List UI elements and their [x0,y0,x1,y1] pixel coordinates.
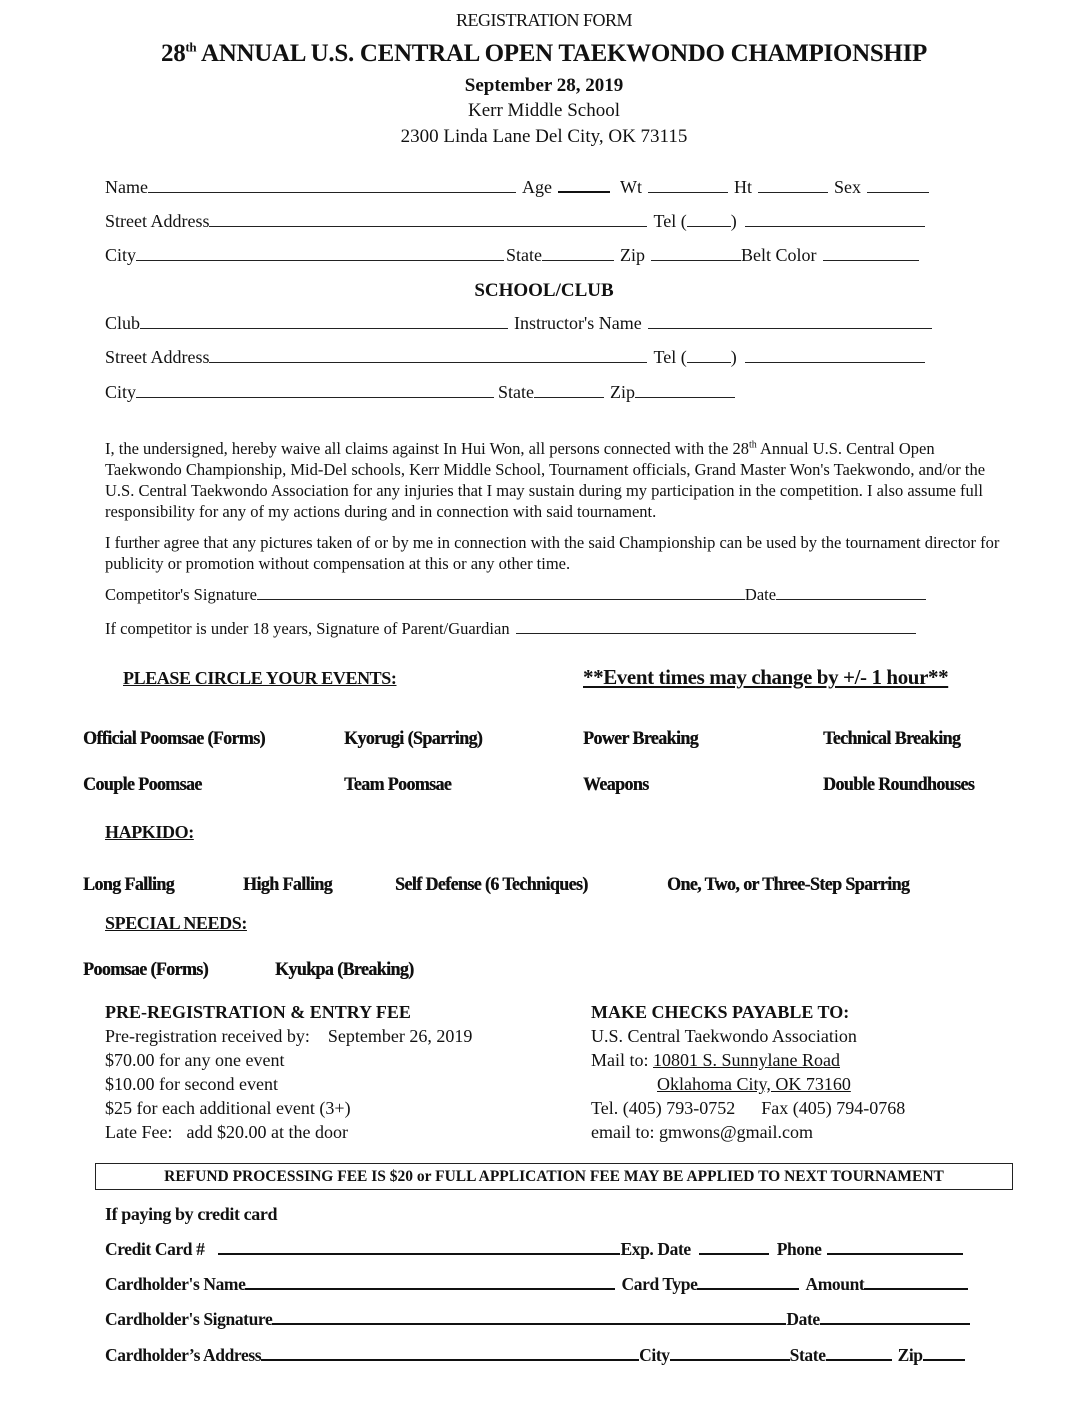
event-title [0,40,1088,68]
name-field[interactable] [148,178,516,193]
credit-row-2 [105,1274,968,1295]
name-label: Name [105,177,148,197]
school-state-label: State [498,382,535,402]
late-fee-value: add $20.00 at the door [186,1122,348,1142]
instructor-label: Instructor's Name [514,313,642,333]
club-label: Club [105,313,141,333]
payable-tel: Tel. (405) 793-0752 [591,1098,736,1118]
exp-date-field[interactable] [699,1239,769,1255]
cardholder-date-field[interactable] [820,1309,970,1325]
fees-heading: PRE-REGISTRATION & ENTRY FEE [105,1002,411,1022]
event-venue: Kerr Middle School [468,100,620,121]
cardholder-date-label: Date [786,1309,820,1329]
cardholder-signature-label: Cardholder's Signature [105,1309,273,1329]
phone-field[interactable] [827,1239,963,1255]
club-field[interactable] [140,314,508,329]
late-fee-label: Late Fee: [105,1122,173,1142]
state-field[interactable] [542,246,614,261]
cardholder-signature-field[interactable] [272,1309,786,1325]
event-team-poomsae[interactable]: Team Poomsae [344,774,452,795]
card-number-label: Credit Card # [105,1239,205,1259]
payable-block [591,1000,905,1144]
credit-row-4 [105,1345,965,1366]
event-title-sup: th [185,39,197,55]
refund-notice: REFUND PROCESSING FEE IS $20 or FULL APPLICATION FEE MAY BE APPLIED TO NEXT TOURNAMENT [95,1163,1013,1190]
signature-date-label: Date [744,585,777,604]
event-long-falling[interactable]: Long Falling [83,874,175,895]
credit-heading: If paying by credit card [105,1204,278,1224]
cardholder-name-field[interactable] [245,1274,615,1290]
event-high-falling[interactable]: High Falling [243,874,333,895]
event-official-poomsae[interactable]: Official Poomsae (Forms) [83,728,265,749]
card-number-field[interactable] [218,1239,620,1255]
signature-date-field[interactable] [776,585,926,600]
phone-line [591,1096,905,1120]
state-label: State [506,245,543,265]
event-special-poomsae[interactable]: Poomsae (Forms) [83,959,208,980]
event-power-breaking[interactable]: Power Breaking [583,728,698,749]
street-label: Street Address [105,211,210,231]
cardholder-zip-field[interactable] [923,1345,965,1361]
event-technical-breaking[interactable]: Technical Breaking [823,728,961,749]
waiver-sup: th [748,439,757,451]
competitor-signature-row [105,585,926,605]
sex-label: Sex [833,177,861,197]
guardian-signature-field[interactable] [516,619,916,634]
school-tel-label: Tel ( [653,347,687,367]
cardholder-state-field[interactable] [826,1345,892,1361]
tel-close: ) [730,211,737,231]
school-heading: SCHOOL/CLUB [474,280,614,301]
competitor-signature-label: Competitor's Signature [105,585,257,604]
card-type-label: Card Type [621,1274,698,1294]
belt-label: Belt Color [741,245,817,265]
event-address: 2300 Linda Lane Del City, OK 73115 [400,126,688,147]
city-label: City [105,245,137,265]
payable-fax: Fax (405) 794-0768 [761,1098,906,1118]
fee-line-3: $25 for each additional event (3+) [105,1098,351,1118]
cardholder-address-field[interactable] [261,1345,639,1361]
mail-line-2 [591,1072,905,1096]
school-tel-area-field[interactable] [687,348,731,363]
late-fee-line [105,1120,472,1144]
event-double-roundhouses[interactable]: Double Roundhouses [823,774,975,795]
event-special-kyukpa[interactable]: Kyukpa (Breaking) [275,959,414,980]
school-row-2 [105,347,925,368]
school-tel-close: ) [730,347,737,367]
fee-line-1: $70.00 for any one event [105,1050,285,1070]
event-title-ordinal: 28 [161,40,186,67]
form-title: REGISTRATION FORM [455,10,633,30]
payable-email: email to: gmwons@gmail.com [591,1122,814,1142]
school-row-1 [105,313,932,334]
fees-block [105,1000,472,1144]
mail-line-1 [591,1048,905,1072]
ht-field[interactable] [758,178,828,193]
event-self-defense[interactable]: Self Defense (6 Techniques) [395,874,588,895]
hapkido-heading: HAPKIDO: [105,822,194,842]
mail-address-1: 10801 S. Sunnylane Road [653,1050,840,1070]
event-title-rest: ANNUAL U.S. CENTRAL OPEN TAEKWONDO CHAMPIONSHIP [200,40,927,67]
cardholder-name-label: Cardholder's Name [105,1274,246,1294]
zip-field[interactable] [651,246,741,261]
payable-org: U.S. Central Taekwondo Association [591,1026,857,1046]
school-city-label: City [105,382,137,402]
event-kyorugi[interactable]: Kyorugi (Sparring) [344,728,483,749]
cardholder-city-field[interactable] [670,1345,790,1361]
event-step-sparring[interactable]: One, Two, or Three-Step Sparring [667,874,910,895]
age-field[interactable] [558,177,610,193]
school-city-field[interactable] [136,383,494,398]
street-field[interactable] [209,212,647,227]
instructor-field[interactable] [648,314,932,329]
amount-label: Amount [805,1274,865,1294]
tel-label: Tel ( [653,211,687,231]
tel-area-field[interactable] [687,212,731,227]
guardian-signature-label: If competitor is under 18 years, Signature of Parent/Guardian [105,619,510,638]
school-state-field[interactable] [534,383,604,398]
waiver-paragraph-2: I further agree that any pictures taken of or by me in connection with the said Championship can be used by the tournament director for publicity or promotion without compensation at this or any other time. [105,533,1000,573]
credit-row-1 [105,1239,963,1260]
event-date: September 28, 2019 [464,75,624,96]
prereg-line [105,1024,472,1048]
school-zip-label: Zip [610,382,636,402]
amount-field[interactable] [864,1274,968,1290]
exp-date-label: Exp. Date [620,1239,691,1259]
payable-heading: MAKE CHECKS PAYABLE TO: [591,1002,850,1022]
prereg-label: Pre-registration received by: [105,1026,310,1046]
cardholder-state-label: State [789,1345,826,1365]
wt-field[interactable] [648,178,728,193]
school-row-3 [105,382,735,403]
competitor-row-2 [105,211,925,232]
mail-label: Mail to: [591,1050,649,1070]
cardholder-city-label: City [639,1345,670,1365]
mail-address-2: Oklahoma City, OK 73160 [657,1074,851,1094]
guardian-signature-row [105,619,916,639]
belt-field[interactable] [823,246,919,261]
events-heading: PLEASE CIRCLE YOUR EVENTS: [123,668,397,688]
phone-label: Phone [776,1239,822,1259]
competitor-row-1 [105,177,929,198]
zip-label: Zip [620,245,646,265]
waiver-text-a: I, the undersigned, hereby waive all claims against In Hui Won, all persons connected with the 28 [105,439,749,458]
competitor-signature-field[interactable] [257,585,745,600]
age-label: Age [521,177,552,197]
tel-field[interactable] [745,212,925,227]
card-type-field[interactable] [697,1274,799,1290]
credit-row-3 [105,1309,970,1330]
waiver-text-b: Annual U.S. Central Open Taekwondo Championship, Mid-Del schools, Kerr Middle School, Tournament officials, Grand Master Won's Taekwondo, and/or the U.S. Central Taekwondo Association for any injuries that I may sustain during my participation in the competition. I also assume full responsibility for any of my actions during and in connection with said tournament. [105,439,986,521]
city-field[interactable] [136,246,504,261]
event-times-notice: **Event times may change by +/- 1 hour** [583,665,949,689]
ht-label: Ht [733,177,752,197]
school-street-field[interactable] [209,348,647,363]
school-street-label: Street Address [105,347,210,367]
waiver-paragraph-1 [105,438,1005,522]
cardholder-address-label: Cardholder’s Address [105,1345,262,1365]
fee-line-2: $10.00 for second event [105,1074,278,1094]
cardholder-zip-label: Zip [897,1345,923,1365]
event-couple-poomsae[interactable]: Couple Poomsae [83,774,202,795]
competitor-row-3 [105,245,919,266]
school-tel-field[interactable] [745,348,925,363]
wt-label: Wt [619,177,642,197]
special-needs-heading: SPECIAL NEEDS: [105,913,247,933]
sex-field[interactable] [867,178,929,193]
prereg-date: September 26, 2019 [327,1026,473,1046]
event-weapons[interactable]: Weapons [583,774,649,795]
school-zip-field[interactable] [635,383,735,398]
